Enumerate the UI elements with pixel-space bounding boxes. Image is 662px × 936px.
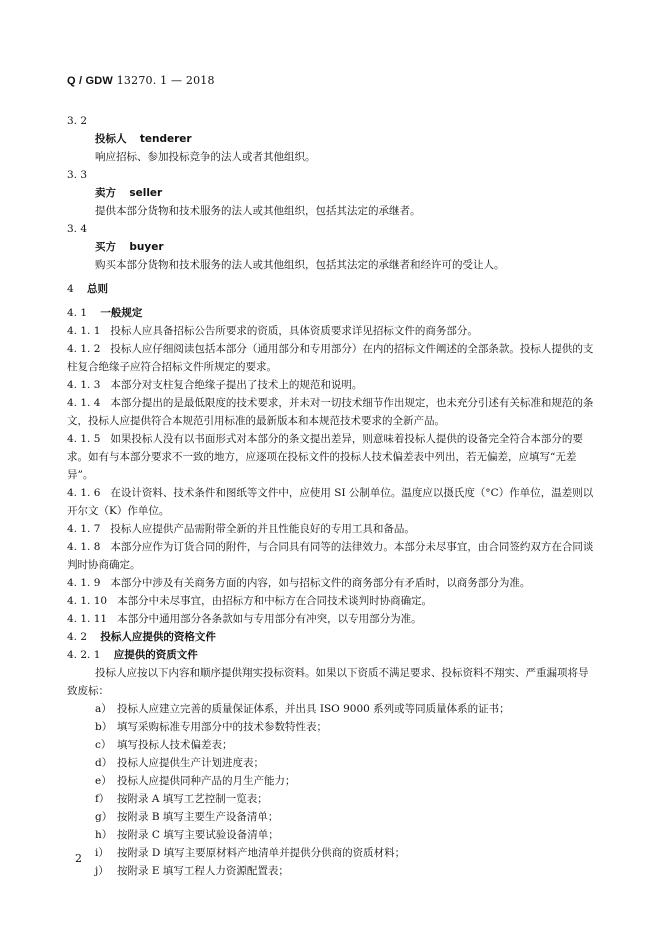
section-title: 总则 bbox=[87, 283, 109, 295]
section-number: 4 bbox=[67, 283, 74, 295]
clause-text: 本部分中涉及有关商务方面的内容，如与招标文件的商务部分有矛盾时，以商务部分为准。 bbox=[110, 577, 531, 589]
intro-paragraph: 投标人应按以下内容和顺序提供翔实投标资料。如果以下资质不满足要求、投标资料不翔实、严重漏项将导致废标： bbox=[67, 667, 589, 697]
term-cn: 买方 bbox=[95, 241, 116, 253]
clause bbox=[67, 520, 597, 538]
clause bbox=[67, 592, 597, 610]
list-marker: f） bbox=[95, 793, 110, 805]
clause bbox=[67, 574, 597, 592]
list-item-text: 按附录 C 填写主要试验设备清单； bbox=[117, 829, 279, 841]
term-definition: 提供本部分货物和技术服务的法人或其他组织，包括其法定的承继者。 bbox=[95, 205, 421, 217]
section-number: 4. 2 bbox=[67, 631, 88, 643]
clause-text: 本部分中未尽事宜，由招标方和中标方在合同技术谈判时协商确定。 bbox=[117, 595, 433, 607]
section-number: 4. 2. 1 bbox=[67, 649, 101, 661]
clause-number: 4. 1. 4 bbox=[67, 397, 101, 409]
list-item-text: 投标人应提供同种产品的月生产能力； bbox=[117, 775, 296, 787]
list-marker: j） bbox=[95, 865, 109, 877]
clause-list bbox=[67, 322, 597, 628]
term-cn: 卖方 bbox=[95, 187, 116, 199]
clause-text: 本部分应作为订货合同的附件，与合同具有同等的法律效力。本部分未尽事宜，由合同签约双方在合同谈判时协商确定。 bbox=[67, 541, 594, 571]
standard-number: 13270. 1 — 2018 bbox=[116, 74, 215, 87]
list-marker: g） bbox=[95, 811, 113, 823]
clause-text: 投标人应仔细阅读包括本部分（通用部分和专用部分）在内的招标文件阐述的全部条款。投标人提供的支柱复合绝缘子应符合招标文件所规定的要求。 bbox=[67, 343, 594, 373]
clause-number: 4. 1. 11 bbox=[67, 613, 108, 625]
clause-text: 在设计资料、技术条件和图纸等文件中，应使用 SI 公制单位。温度应以摄氏度（°C）作单位，温差则以开尔文（K）作单位。 bbox=[67, 487, 594, 517]
list-item bbox=[67, 772, 597, 790]
list-item-text: 按附录 B 填写主要生产设备清单； bbox=[117, 811, 279, 823]
clause bbox=[67, 430, 597, 484]
list-item bbox=[67, 736, 597, 754]
section-number: 4. 1 bbox=[67, 307, 88, 319]
term-en: tenderer bbox=[139, 133, 192, 145]
clause-number: 4. 1. 6 bbox=[67, 487, 101, 499]
clause-number: 4. 1. 10 bbox=[67, 595, 108, 607]
term-en: buyer bbox=[129, 241, 164, 253]
list-item bbox=[67, 754, 597, 772]
clause bbox=[67, 394, 597, 430]
page-header bbox=[67, 74, 215, 87]
clause-number: 3. 4 bbox=[67, 223, 88, 235]
clause bbox=[67, 484, 597, 520]
list-marker: i） bbox=[95, 847, 109, 859]
clause-number: 4. 1. 3 bbox=[67, 379, 101, 391]
term-definition: 购买本部分货物和技术服务的法人或其他组织，包括其法定的承继者和经许可的受让人。 bbox=[95, 259, 505, 271]
list-item bbox=[67, 700, 597, 718]
document-body bbox=[67, 112, 597, 880]
section-heading bbox=[67, 280, 597, 298]
list-item bbox=[67, 826, 597, 844]
clause bbox=[67, 376, 597, 394]
term-heading bbox=[67, 130, 597, 148]
clause bbox=[67, 610, 597, 628]
clause-number: 4. 1. 8 bbox=[67, 541, 101, 553]
list-item bbox=[67, 718, 597, 736]
list-item-text: 按附录 E 填写工程人力资源配置表； bbox=[117, 865, 289, 877]
list-item-text: 填写采购标准专用部分中的技术参数特性表； bbox=[117, 721, 327, 733]
requirement-list bbox=[67, 700, 597, 880]
section-title: 应提供的资质文件 bbox=[113, 649, 198, 661]
clause-text: 本部分提出的是最低限度的技术要求，并未对一切技术细节作出规定，也未充分引述有关标准和规范的条文，投标人应提供符合本规范引用标准的最新版本和本规范技术要求的全新产品。 bbox=[67, 397, 594, 427]
clause bbox=[67, 322, 597, 340]
term-definition: 响应招标、参加投标竞争的法人或者其他组织。 bbox=[95, 151, 316, 163]
subsection-heading bbox=[67, 628, 597, 646]
section-title: 一般规定 bbox=[100, 307, 143, 319]
list-item bbox=[67, 808, 597, 826]
clause-number: 4. 1. 9 bbox=[67, 577, 101, 589]
list-item-text: 投标人应建立完善的质量保证体系，并出具 ISO 9000 系列或等同质量体系的证书； bbox=[117, 703, 510, 715]
clause bbox=[67, 538, 597, 574]
clause bbox=[67, 340, 597, 376]
list-marker: a） bbox=[95, 703, 112, 715]
clause-number: 3. 3 bbox=[67, 169, 88, 181]
clause-text: 本部分对支柱复合绝缘子提出了技术上的规范和说明。 bbox=[110, 379, 363, 391]
list-marker: c） bbox=[95, 739, 112, 751]
list-marker: e） bbox=[95, 775, 112, 787]
standard-code: Q / GDW bbox=[67, 75, 114, 87]
list-item-text: 投标人应提供生产计划进度表； bbox=[117, 757, 264, 769]
list-item-text: 填写投标人技术偏差表； bbox=[117, 739, 233, 751]
clause-number: 4. 1. 7 bbox=[67, 523, 101, 535]
clause-text: 如果投标人没有以书面形式对本部分的条文提出差异，则意味着投标人提供的设备完全符合本部分的要求。如有与本部分要求不一致的地方，应逐项在投标文件的投标人技术偏差表中列出，若无偏差，应填写“无差异”。 bbox=[67, 433, 583, 481]
list-item bbox=[67, 844, 597, 862]
subsection-heading bbox=[67, 304, 597, 322]
section-title: 投标人应提供的资格文件 bbox=[100, 631, 216, 643]
list-marker: h） bbox=[95, 829, 113, 841]
subsection-heading bbox=[67, 646, 597, 664]
term-cn: 投标人 bbox=[95, 133, 127, 145]
clause-number: 4. 1. 5 bbox=[67, 433, 101, 445]
list-item bbox=[67, 790, 597, 808]
term-en: seller bbox=[129, 187, 163, 199]
clause-text: 投标人应提供产品需附带全新的并且性能良好的专用工具和备品。 bbox=[110, 523, 415, 535]
clause-number: 3. 2 bbox=[67, 115, 88, 127]
clause-number: 4. 1. 1 bbox=[67, 325, 101, 337]
page-number: 2 bbox=[75, 852, 82, 865]
list-marker: b） bbox=[95, 721, 113, 733]
clause-number: 4. 1. 2 bbox=[67, 343, 101, 355]
list-marker: d） bbox=[95, 757, 113, 769]
clause-text: 投标人应具备招标公告所要求的资质，具体资质要求详见招标文件的商务部分。 bbox=[110, 325, 478, 337]
clause-text: 本部分中通用部分各条款如与专用部分有冲突，以专用部分为准。 bbox=[117, 613, 422, 625]
list-item-text: 按附录 D 填写主要原材料产地清单并提供分供商的资质材料； bbox=[117, 847, 406, 859]
list-item bbox=[67, 862, 597, 880]
list-item-text: 按附录 A 填写工艺控制一览表； bbox=[117, 793, 268, 805]
term-heading bbox=[67, 238, 597, 256]
term-heading bbox=[67, 184, 597, 202]
